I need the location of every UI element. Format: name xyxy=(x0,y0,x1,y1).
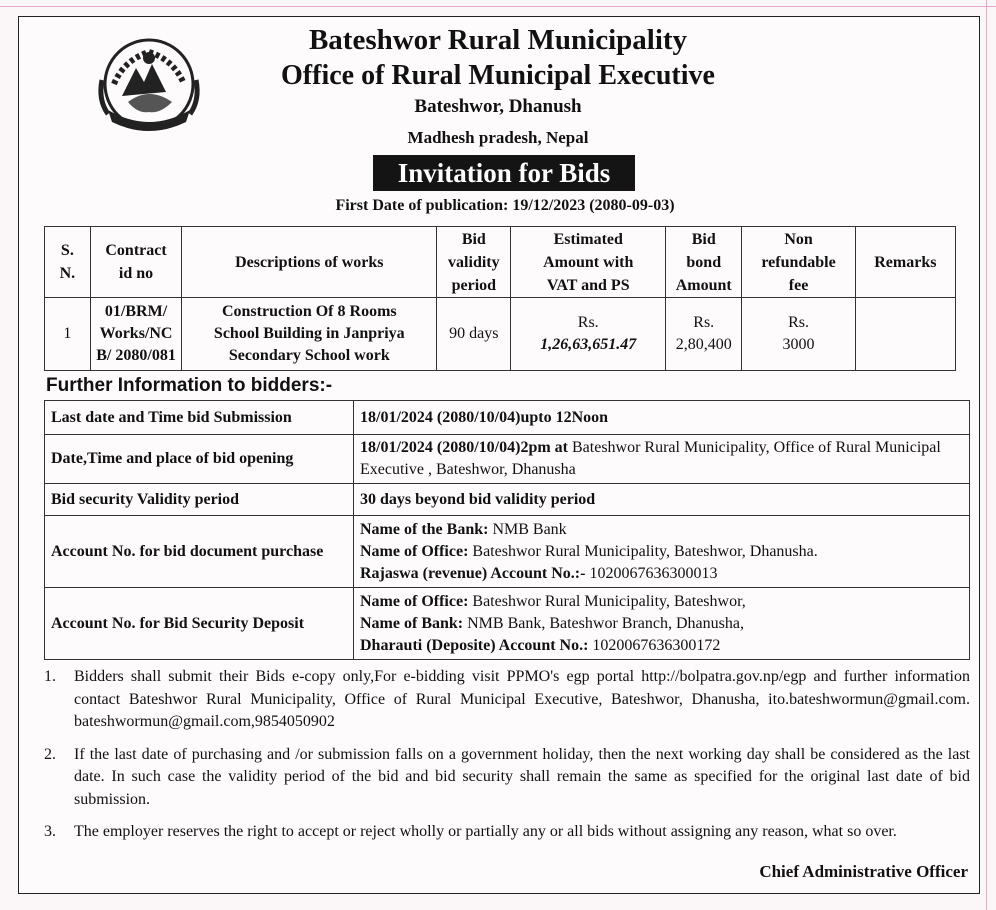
office-name: Office of Rural Municipal Executive xyxy=(281,60,715,91)
col-contract-id: Contract id no xyxy=(90,227,182,298)
cell-remarks xyxy=(855,298,955,371)
further-info-heading: Further Information to bidders:- xyxy=(46,375,333,396)
signature: Chief Administrative Officer xyxy=(759,862,968,881)
info-value: Name of the Bank: NMB Bank Name of Office: Bateshwor Rural Municipality, Bateshwor, Dhanusha. Rajaswa (revenue) Account No.:- 1020067636300013 xyxy=(354,516,970,588)
col-bid-bond: Bid bond Amount xyxy=(666,227,742,298)
info-key: Account No. for Bid Security Deposit xyxy=(45,588,354,660)
col-estimated-amount: Estimated Amount with VAT and PS xyxy=(511,227,666,298)
cell-sn: 1 xyxy=(45,298,91,371)
list-item: 2. If the last date of purchasing and /or submission falls on a government holiday, then the next working day shall be considered as the last date. In such case the validity period of the bid and bid security shall remain the same as specified for the original last date of bid submission. xyxy=(44,745,970,808)
col-remarks: Remarks xyxy=(855,227,955,298)
publication-date: First Date of publication: 19/12/2023 (2080-09-03) xyxy=(335,197,675,214)
col-fee: Non refundable fee xyxy=(742,227,855,298)
col-sn: S. N. xyxy=(45,227,91,298)
office-location: Bateshwor, Dhanush xyxy=(414,96,582,117)
info-key: Account No. for bid document purchase xyxy=(45,516,354,588)
info-key: Bid security Validity period xyxy=(45,484,354,516)
col-description: Descriptions of works xyxy=(182,227,437,298)
info-value: 18/01/2024 (2080/10/04)2pm at Bateshwor Rural Municipality, Office of Rural Municipal Executive , Bateshwor, Dhanusha xyxy=(354,435,970,484)
cell-bid-bond: Rs. 2,80,400 xyxy=(666,298,742,371)
table-row xyxy=(45,401,970,435)
list-item: 1. Bidders shall submit their Bids e-copy only,For e-bidding visit PPMO's egp portal http://bolpatra.gov.np/egp and further information contact Bateshwor Rural Municipality, Office of Rural Municipal Executive, Bateshwor, Dhanusha, ito.bateshwormun@gmail.com. bateshwormun@gmail.com,9854050902 xyxy=(44,668,970,730)
cell-bid-validity: 90 days xyxy=(437,298,511,371)
info-key: Last date and Time bid Submission xyxy=(45,401,354,435)
bid-table-header xyxy=(45,227,956,298)
cell-description: Construction Of 8 Rooms School Building in Janpriya Secondary School work xyxy=(182,298,437,371)
info-key: Date,Time and place of bid opening xyxy=(45,435,354,484)
table-row xyxy=(45,435,970,484)
decorative-border-top xyxy=(0,6,996,7)
table-row xyxy=(45,588,970,660)
office-province: Madhesh pradesh, Nepal xyxy=(407,128,589,147)
further-info-table xyxy=(44,400,970,660)
info-value: 18/01/2024 (2080/10/04)upto 12Noon xyxy=(354,401,970,435)
list-item: 3. The employer reserves the right to accept or reject wholly or partially any or all bids without assigning any reason, what so over. xyxy=(44,823,897,840)
info-value: 30 days beyond bid validity period xyxy=(354,484,970,516)
notice-title: Invitation for Bids xyxy=(373,155,635,191)
table-row xyxy=(45,484,970,516)
cell-fee: Rs. 3000 xyxy=(742,298,855,371)
cell-contract-id: 01/BRM/ Works/NC B/ 2080/081 xyxy=(90,298,182,371)
info-value: Name of Office: Bateshwor Rural Municipality, Bateshwor, Name of Bank: NMB Bank, Bateshwor Branch, Dhanusha, Dharauti (Deposite) Account No.: 1020067636300172 xyxy=(354,588,970,660)
col-bid-validity: Bid validity period xyxy=(437,227,511,298)
notes-list xyxy=(44,666,970,854)
municipality-name: Bateshwor Rural Municipality xyxy=(308,24,688,56)
table-row xyxy=(45,298,956,371)
table-row xyxy=(45,516,970,588)
cell-estimated-amount: Rs. 1,26,63,651.47 xyxy=(511,298,666,371)
bid-table xyxy=(44,226,956,371)
